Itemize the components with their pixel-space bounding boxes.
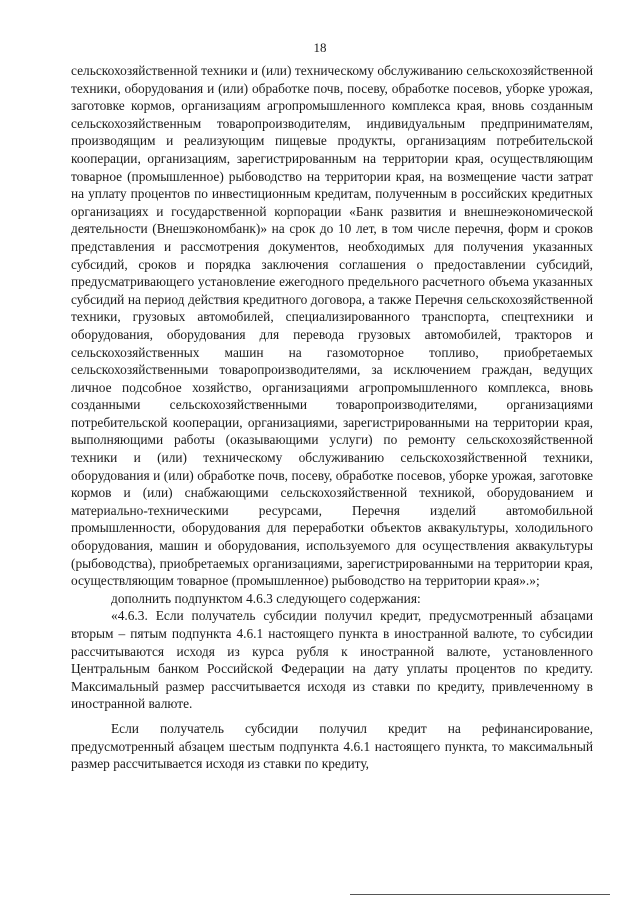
document-body (71, 62, 593, 773)
paragraph-4-6-3: «4.6.3. Если получатель субсидии получил кредит, предусмотренный абзацами вторым – пятым подпункта 4.6.1 настоящего пункта в иностранной валюте, то субсидии рассчитываются исходя из курса рубля к иностранной валюте, установленного Центральным банком Российской Федерации на дату уплаты процентов по кредиту. Максимальный размер рассчитывается исходя из ставки по кредиту, привлеченному в иностранной валюте. (71, 608, 593, 712)
page-number: 18 (313, 40, 327, 55)
paragraph-amendment-intro: дополнить подпунктом 4.6.3 следующего содержания: (111, 590, 421, 606)
scan-edge-line (350, 894, 610, 895)
paragraph-list-continuation: сельскохозяйственной техники и (или) техническому обслуживанию сельскохозяйственной техники, оборудования и (или) обработке почв, посеву, обработке посевов, уборке урожая, заготовке кормов, организациям агропромышленного комплекса края, вновь созданным сельскохозяйственным товаропроизводителям, индивидуальным предпринимателям, производящим и реализующим пищевые продукты, организациям потребительской кооперации, организациям, зарегистрированным на территории края, осуществляющим товарное (промышленное) рыбоводство на территории края, на возмещение части затрат на уплату процентов по инвестиционным кредитам, полученным в российских кредитных организациях и государственной корпорации «Банк развития и внешнеэкономической деятельности (Внешэкономбанк)» на срок до 10 лет, в том числе перечня, форм и сроков представления и рассмотрения документов, необходимых для получения указанных субсидий, сроков и порядка заключения соглашения о предоставлении субсидий, предусматривающего установление ежегодного предельного расчетного объема указанных субсидий на период действия кредитного договора, а также Перечня сельскохозяйственной техники, грузовых автомобилей, специализированного транспорта, спецтехники и оборудования, оборудования для перевода грузовых автомобилей, тракторов и сельскохозяйственных машин на газомоторное топливо, приобретаемых сельскохозяйственными товаропроизводителями, за исключением граждан, ведущих личное подсобное хозяйство, организациями агропромышленного комплекса, вновь созданными сельскохозяйственными товаропроизводителями, организациями потребительской кооперации, организациями, зарегистрированными на территории края, выполняющими работы (оказывающими услуги) по ремонту сельскохозяйственной техники и (или) техническому обслуживанию сельскохозяйственной техники, оборудования и (или) обработке почв, посеву, обработке посевов, уборке урожая, заготовке кормов и (или) снабжающими сельскохозяйственной техникой, оборудованием и материально-техническими ресурсами, Перечня изделий автомобильной промышленности, оборудования для переработки объектов аквакультуры, холодильного оборудования, машин и оборудования, используемого для осуществления аквакультуры (рыбоводства), приобретаемых организациями, зарегистрированными на территории края, осуществляющим товарное (промышленное) рыбоводство на территории края».»; (71, 63, 593, 589)
paragraph-refinancing: Если получатель субсидии получил кредит на рефинансирование, предусмотренный абзацем шестым подпункта 4.6.1 настоящего пункта, то максимальный размер рассчитывается исходя из ставки по кредиту, (71, 720, 593, 772)
paragraph-gap (71, 713, 593, 720)
